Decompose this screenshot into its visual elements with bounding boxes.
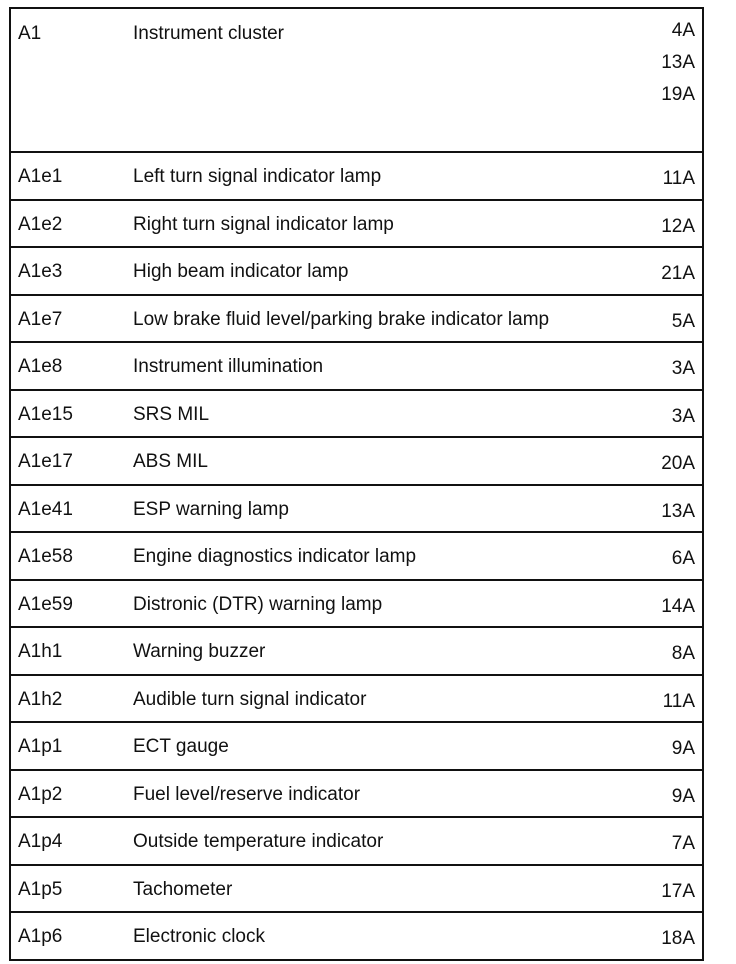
component-code: A1p6 xyxy=(18,926,63,947)
ampere-values xyxy=(663,163,695,195)
ampere-value: 4A xyxy=(671,20,695,41)
ampere-value: 17A xyxy=(661,880,695,902)
ampere-value: 14A xyxy=(661,595,695,617)
component-description: Electronic clock xyxy=(133,926,265,947)
ampere-values xyxy=(661,21,695,111)
ampere-value: 9A xyxy=(671,785,695,807)
ampere-value: 6A xyxy=(671,548,695,569)
ampere-values xyxy=(672,781,695,813)
ampere-values xyxy=(661,211,695,243)
table-row xyxy=(11,199,702,247)
component-code: A1e15 xyxy=(18,403,73,425)
component-code: A1p4 xyxy=(18,831,63,852)
component-description: Low brake fluid level/parking brake indicator lamp xyxy=(133,308,550,330)
component-description: ESP warning lamp xyxy=(133,498,289,520)
component-description: SRS MIL xyxy=(133,403,210,425)
table-row xyxy=(11,911,702,959)
ampere-values xyxy=(663,686,695,718)
component-code: A1e8 xyxy=(18,356,63,377)
ampere-values xyxy=(672,401,695,433)
table-row xyxy=(11,436,702,484)
component-table xyxy=(9,7,704,961)
table-row xyxy=(11,769,702,817)
ampere-values xyxy=(672,353,695,385)
component-description: Outside temperature indicator xyxy=(133,831,384,852)
ampere-value: 13A xyxy=(661,52,695,73)
component-description: Instrument cluster xyxy=(133,23,284,44)
ampere-value: 3A xyxy=(671,358,695,379)
ampere-values xyxy=(661,591,695,623)
ampere-values xyxy=(661,876,695,908)
ampere-value: 13A xyxy=(661,500,695,522)
component-code: A1h1 xyxy=(18,641,63,662)
component-description: Engine diagnostics indicator lamp xyxy=(133,546,417,567)
component-code: A1p5 xyxy=(18,878,63,900)
table-row xyxy=(11,294,702,342)
ampere-values xyxy=(672,543,695,575)
component-code: A1e41 xyxy=(18,498,73,520)
table-row xyxy=(11,721,702,769)
table-row xyxy=(11,9,702,151)
ampere-value: 8A xyxy=(671,643,695,664)
component-code: A1e2 xyxy=(18,213,63,235)
component-description: ABS MIL xyxy=(133,451,208,472)
table-row xyxy=(11,246,702,294)
table-row xyxy=(11,531,702,579)
ampere-values xyxy=(672,733,695,765)
component-code: A1e17 xyxy=(18,451,73,472)
table-row xyxy=(11,816,702,864)
ampere-value: 11A xyxy=(662,168,695,189)
component-code: A1h2 xyxy=(18,688,63,710)
component-description: Instrument illumination xyxy=(133,356,324,377)
table-row xyxy=(11,864,702,912)
ampere-value: 18A xyxy=(661,928,695,949)
table-row xyxy=(11,484,702,532)
table-row xyxy=(11,674,702,722)
ampere-value: 3A xyxy=(671,405,695,427)
ampere-values xyxy=(661,923,695,955)
ampere-values xyxy=(661,258,695,290)
table-row xyxy=(11,341,702,389)
component-description: Tachometer xyxy=(133,878,233,900)
component-code: A1e59 xyxy=(18,593,73,615)
table-row xyxy=(11,151,702,199)
table-row xyxy=(11,389,702,437)
component-description: Audible turn signal indicator xyxy=(133,688,367,710)
ampere-values xyxy=(672,828,695,860)
component-description: Fuel level/reserve indicator xyxy=(133,783,361,805)
table-row xyxy=(11,579,702,627)
component-code: A1e3 xyxy=(18,261,63,282)
component-description: Warning buzzer xyxy=(133,641,266,662)
component-description: Right turn signal indicator lamp xyxy=(133,213,394,235)
component-code: A1 xyxy=(18,23,42,44)
component-code: A1e58 xyxy=(18,546,73,567)
ampere-value: 5A xyxy=(671,310,695,332)
component-code: A1p1 xyxy=(18,736,63,757)
component-code: A1e1 xyxy=(18,166,63,187)
component-code: A1e7 xyxy=(18,308,63,330)
component-description: Distronic (DTR) warning lamp xyxy=(133,593,383,615)
ampere-values xyxy=(672,306,695,338)
ampere-values xyxy=(672,638,695,670)
ampere-values xyxy=(661,496,695,528)
table-row xyxy=(11,626,702,674)
ampere-value: 20A xyxy=(661,453,695,474)
ampere-value: 9A xyxy=(671,738,695,759)
component-description: Left turn signal indicator lamp xyxy=(133,166,382,187)
ampere-value: 21A xyxy=(661,263,695,284)
ampere-value: 11A xyxy=(662,690,695,712)
component-description: ECT gauge xyxy=(133,736,229,757)
ampere-value: 7A xyxy=(671,833,695,854)
component-description: High beam indicator lamp xyxy=(133,261,349,282)
component-code: A1p2 xyxy=(18,783,63,805)
ampere-value: 19A xyxy=(661,84,695,105)
ampere-values xyxy=(661,448,695,480)
ampere-value: 12A xyxy=(661,215,695,237)
